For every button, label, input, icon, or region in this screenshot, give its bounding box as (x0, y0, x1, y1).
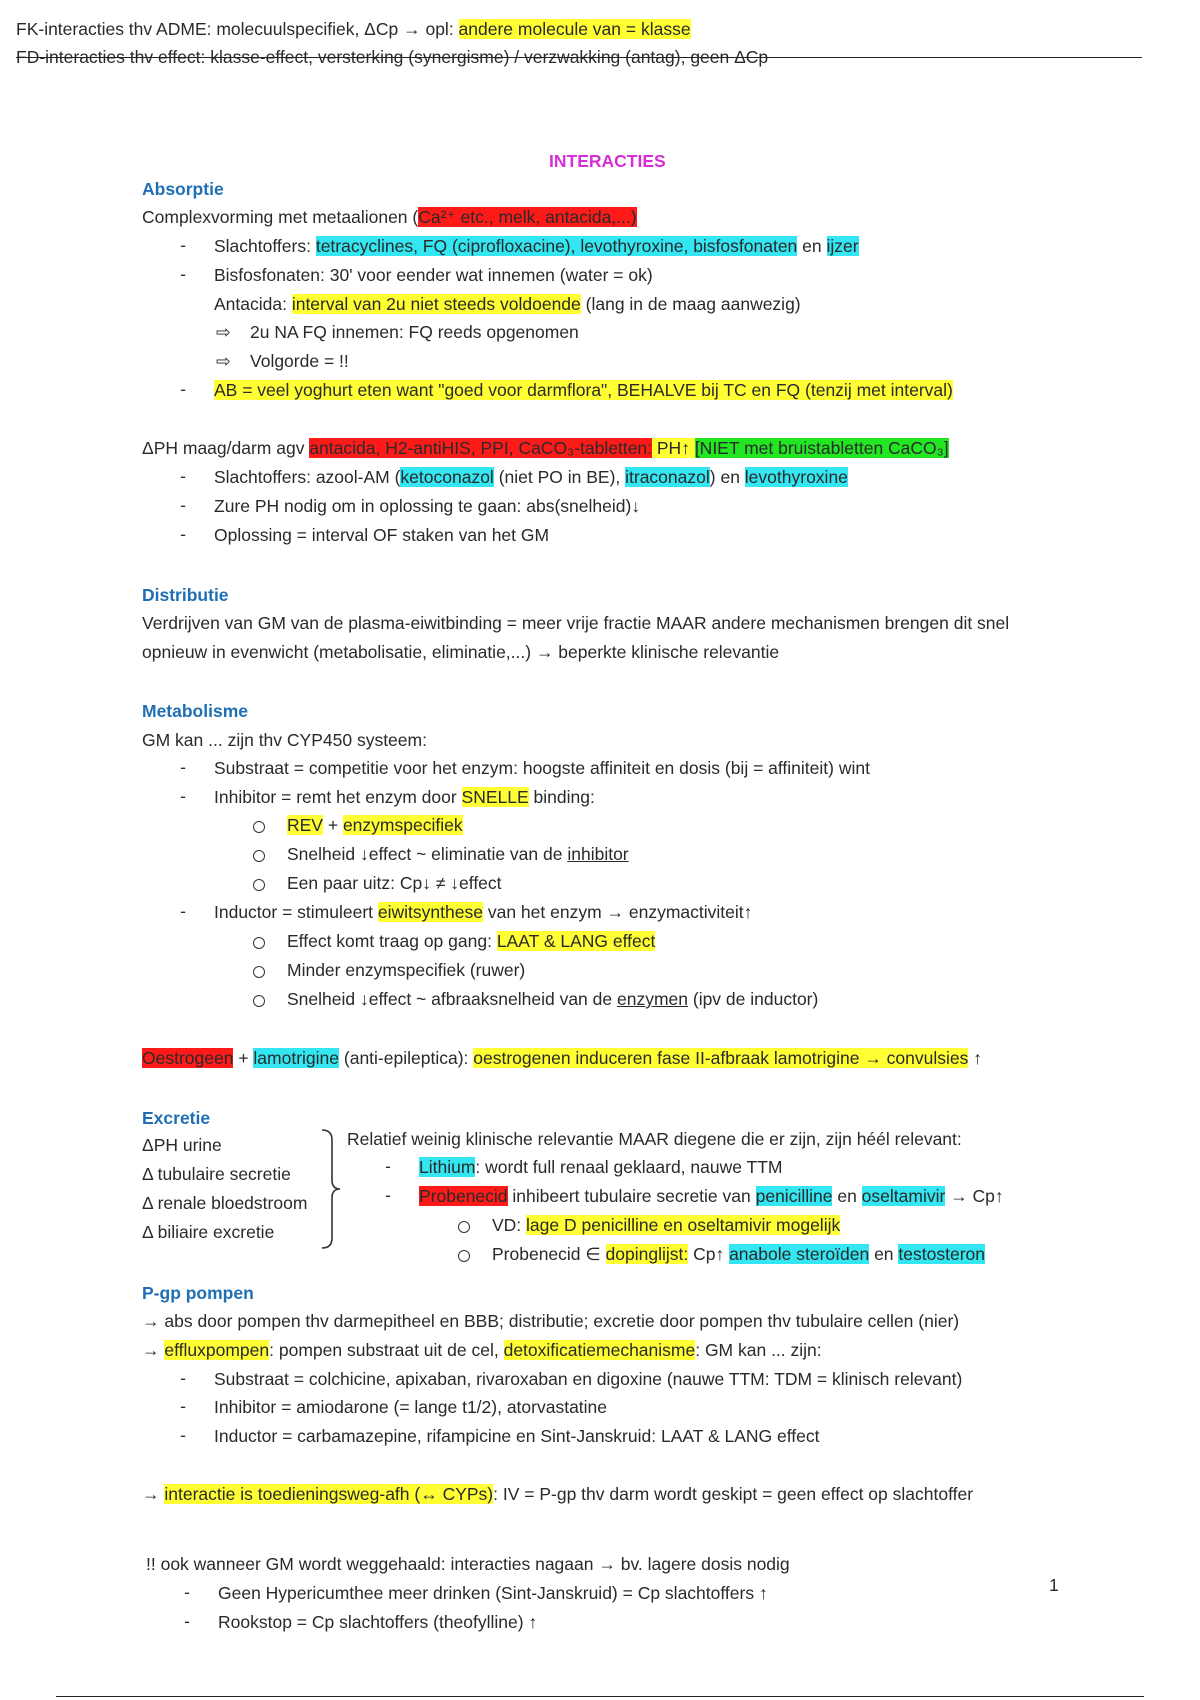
oestrogeen-highlight: Oestrogeen (142, 1048, 234, 1068)
penicilline-highlight: penicilline (755, 1186, 833, 1206)
lithium-suffix: : wordt full renaal geklaard, nauwe TTM (475, 1157, 783, 1177)
bullet-dash: - (385, 1185, 391, 1205)
rev-line (287, 814, 463, 836)
oes-suffix: ↑ (968, 1048, 983, 1068)
victims-line (214, 235, 859, 257)
enzymspecifiek-highlight: enzymspecifiek (342, 815, 463, 835)
effect-text: Effect komt traag op gang: (287, 931, 497, 951)
excretie-heading: Excretie (142, 1108, 211, 1128)
excretie-item: Δ biliaire excretie (142, 1222, 275, 1242)
ph-green-highlight: [NIET met bruistabletten CaCO₃] (694, 438, 949, 458)
bullet-dash: - (180, 235, 186, 255)
ijzer-highlight: ijzer (826, 236, 859, 256)
distributie-line-1: Verdrijven van GM van de plasma-eiwitbinding = meer vrije fractie MAAR andere mechanismen brengen dit snel (142, 613, 1010, 633)
bullet-dash: - (385, 1156, 391, 1176)
circle-bullet-icon (253, 850, 265, 862)
snelheid-inhibitor-line (287, 843, 629, 865)
azool-mid: (niet PO in BE), (493, 467, 626, 487)
bisfos-line: Bisfosfonaten: 30' voor eender wat innemen (water = ok) (214, 265, 653, 285)
effect-line (287, 930, 655, 952)
complex-text: Complexvorming met metaalionen ( (142, 207, 419, 227)
circle-bullet-icon (253, 937, 265, 949)
page-number: 1 (1049, 1575, 1059, 1595)
paar-line: Een paar uitz: Cp↓ ≠ ↓effect (287, 873, 502, 893)
bullet-dash: - (180, 524, 186, 544)
header-rule (16, 57, 1142, 58)
pgp-inhibitor: Inhibitor = amiodarone (= lange t1/2), atorvastatine (214, 1397, 608, 1417)
ph-line (142, 437, 949, 459)
pgp-inductor: Inductor = carbamazepine, rifampicine en Sint-Janskruid: LAAT & LANG effect (214, 1426, 820, 1446)
lithium-line (419, 1156, 782, 1178)
vd-text: VD: (492, 1215, 527, 1235)
convulsies-highlight: oestrogenen induceren fase II-afbraak lamotrigine → convulsies (473, 1048, 969, 1068)
ab-line (214, 379, 953, 401)
bullet-dash: - (180, 1425, 186, 1445)
steroiden-highlight: anabole steroïden (729, 1244, 870, 1264)
snelheid-inductor-line (287, 988, 818, 1010)
rev-plus: + (322, 815, 343, 835)
probenecid-line (419, 1185, 1004, 1207)
inductor-text: Inductor = stimuleert (214, 902, 378, 922)
page-title: INTERACTIES (549, 151, 666, 171)
enzymen-underlined: enzymen (616, 989, 688, 1009)
bullet-dash: - (180, 466, 186, 486)
bullet-dash: - (184, 1582, 190, 1602)
effluxpompen-highlight: effluxpompen (164, 1340, 270, 1360)
substraat-line: Substraat = competitie voor het enzym: hoogste affiniteit en dosis (bij = affiniteit) wint (214, 758, 870, 778)
route-arrow: → (142, 1484, 165, 1504)
excretie-item: Δ tubulaire secretie (142, 1164, 291, 1184)
inhibitor-line (214, 786, 595, 808)
oes-plus: + (233, 1048, 254, 1068)
complex-line (142, 206, 637, 228)
pgp-arrow: → (142, 1340, 165, 1360)
bullet-dash: - (184, 1611, 190, 1631)
fk-highlight: andere molecule van = klasse (458, 19, 691, 39)
doping-mid2: en (869, 1244, 899, 1264)
antacida-highlight: interval van 2u niet steeds voldoende (291, 294, 581, 314)
ph-red-highlight: antacida, H2-antiHIS, PPI, CaCO₃-tabletten: (309, 438, 653, 458)
prob-mid: inhibeert tubulaire secretie van (507, 1186, 756, 1206)
bullet-dash: - (180, 379, 186, 399)
inductor-suffix: van het enzym → enzymactiviteit↑ (482, 902, 753, 922)
oseltamivir-highlight: oseltamivir (861, 1186, 946, 1206)
pgp-substraat: Substraat = colchicine, apixaban, rivaroxaban en digoxine (nauwe TTM: TDM = klinisch relevant) (214, 1369, 963, 1389)
laat-lang-highlight: LAAT & LANG effect (496, 931, 656, 951)
relatief-line: Relatief weinig klinische relevantie MAAR diegene die er zijn, zijn héél relevant: (347, 1129, 962, 1149)
metabolisme-heading: Metabolisme (142, 701, 248, 721)
zure-line: Zure PH nodig om in oplossing te gaan: abs(snelheid)↓ (214, 496, 641, 516)
complex-highlight: Ca²⁺ etc., melk, antacida,...) (418, 207, 637, 227)
testosteron-highlight: testosteron (898, 1244, 985, 1264)
inhibitor-underlined: inhibitor (567, 844, 629, 864)
hyper-line: Geen Hypericumthee meer drinken (Sint-Janskruid) = Cp slachtoffers ↑ (218, 1583, 768, 1603)
ab-highlight: AB = veel yoghurt eten want "goed voor darmflora", BEHALVE bij TC en FQ (tenzij met interval) (214, 380, 953, 400)
route-highlight: interactie is toedieningsweg-afh (↔ CYPs) (164, 1484, 494, 1504)
bullet-dash: - (180, 1396, 186, 1416)
minder-line: Minder enzymspecifiek (ruwer) (287, 960, 526, 980)
arrow-bullet-icon: ⇨ (216, 351, 231, 371)
detox-highlight: detoxificatiemechanisme (503, 1340, 696, 1360)
oes-mid: (anti-epileptica): (339, 1048, 474, 1068)
excretie-item: ΔPH urine (142, 1135, 222, 1155)
ph-text: ΔPH maag/darm agv (142, 438, 310, 458)
azool-text: Slachtoffers: azool-AM ( (214, 467, 401, 487)
fd-line: FD-interacties thv effect: klasse-effect, versterking (synergisme) / verzwakking (antag), geen ΔCp (16, 47, 769, 67)
oplossing-line: Oplossing = interval OF staken van het GM (214, 525, 550, 545)
circle-bullet-icon (253, 995, 265, 1007)
snelle-highlight: SNELLE (461, 787, 529, 807)
pgp-line-1: → abs door pompen thv darmepitheel en BBB; distributie; excretie door pompen thv tubulaire cellen (nier) (142, 1311, 960, 1331)
prob-mid2: en (832, 1186, 862, 1206)
pgp-suffix: : GM kan ... zijn: (695, 1340, 822, 1360)
bullet-dash: - (180, 757, 186, 777)
inhibitor-suffix: binding: (528, 787, 595, 807)
ook-line: !! ook wanneer GM wordt weggehaald: interacties nagaan → bv. lagere dosis nodig (146, 1554, 790, 1574)
doping-line (492, 1243, 985, 1265)
oestrogeen-line (142, 1047, 982, 1069)
route-suffix: : IV = P-gp thv darm wordt geskipt = geen effect op slachtoffer (493, 1484, 974, 1504)
bullet-dash: - (180, 901, 186, 921)
itraconazol-highlight: itraconazol (625, 467, 710, 487)
levothyroxine-highlight: levothyroxine (744, 467, 848, 487)
victims-text: Slachtoffers: (214, 236, 316, 256)
pgp-mid: : pompen substraat uit de cel, (269, 1340, 504, 1360)
arrow-line-1: 2u NA FQ innemen: FQ reeds opgenomen (250, 322, 579, 342)
fk-text: FK-interacties thv ADME: molecuulspecifiek, ΔCp → opl: (16, 19, 459, 39)
circle-bullet-icon (458, 1250, 470, 1262)
distributie-heading: Distributie (142, 585, 229, 605)
circle-bullet-icon (253, 879, 265, 891)
snelheid-text: Snelheid ↓effect ~ eliminatie van de (287, 844, 568, 864)
pgp-line-2 (142, 1339, 822, 1361)
inhibitor-text: Inhibitor = remt het enzym door (214, 787, 462, 807)
ketoconazol-highlight: ketoconazol (400, 467, 494, 487)
prob-suffix: → Cp↑ (945, 1186, 1004, 1206)
rook-line: Rookstop = Cp slachtoffers (theofylline) ↑ (218, 1612, 538, 1632)
arrow-bullet-icon: ⇨ (216, 322, 231, 342)
circle-bullet-icon (253, 821, 265, 833)
bullet-dash: - (180, 786, 186, 806)
vd-line (492, 1214, 840, 1236)
doping-mid: Cp↑ (688, 1244, 730, 1264)
probenecid-highlight: Probenecid (419, 1186, 508, 1206)
metabolisme-intro: GM kan ... zijn thv CYP450 systeem: (142, 730, 427, 750)
vd-highlight: lage D penicilline en oseltamivir mogelijk (526, 1215, 841, 1235)
snelheid2-suffix: (ipv de inductor) (688, 989, 819, 1009)
ph-yellow-highlight: PH↑ (652, 438, 695, 458)
footer-rule (56, 1696, 1144, 1697)
rev-highlight: REV (287, 815, 323, 835)
bullet-dash: - (180, 1368, 186, 1388)
doping-text: Probenecid ∈ (492, 1244, 606, 1264)
dopinglijst-highlight: dopinglijst: (605, 1244, 689, 1264)
circle-bullet-icon (458, 1221, 470, 1233)
antacida-line (214, 293, 801, 315)
inductor-line (214, 901, 752, 923)
arrow-line-2: Volgorde = !! (250, 351, 349, 371)
antacida-suffix: (lang in de maag aanwezig) (580, 294, 801, 314)
victims-mid: en (797, 236, 827, 256)
lamotrigine-highlight: lamotrigine (253, 1048, 340, 1068)
antacida-text: Antacida: (214, 294, 292, 314)
bullet-dash: - (180, 495, 186, 515)
azool-mid2: ) en (709, 467, 745, 487)
pgp-heading: P-gp pompen (142, 1283, 254, 1303)
bullet-dash: - (180, 264, 186, 284)
azool-line (214, 466, 848, 488)
eiwitsynthese-highlight: eiwitsynthese (377, 902, 483, 922)
distributie-line-2: opnieuw in evenwicht (metabolisatie, eliminatie,...) → beperkte klinische relevantie (142, 642, 780, 662)
fk-line (16, 18, 691, 40)
snelheid2-text: Snelheid ↓effect ~ afbraaksnelheid van de (287, 989, 617, 1009)
right-brace-icon (320, 1128, 342, 1250)
excretie-item: Δ renale bloedstroom (142, 1193, 308, 1213)
lithium-highlight: Lithium (419, 1157, 476, 1177)
circle-bullet-icon (253, 966, 265, 978)
route-line (142, 1483, 973, 1505)
victims-highlight: tetracyclines, FQ (ciprofloxacine), levothyroxine, bisfosfonaten (315, 236, 798, 256)
absorptie-heading: Absorptie (142, 179, 224, 199)
